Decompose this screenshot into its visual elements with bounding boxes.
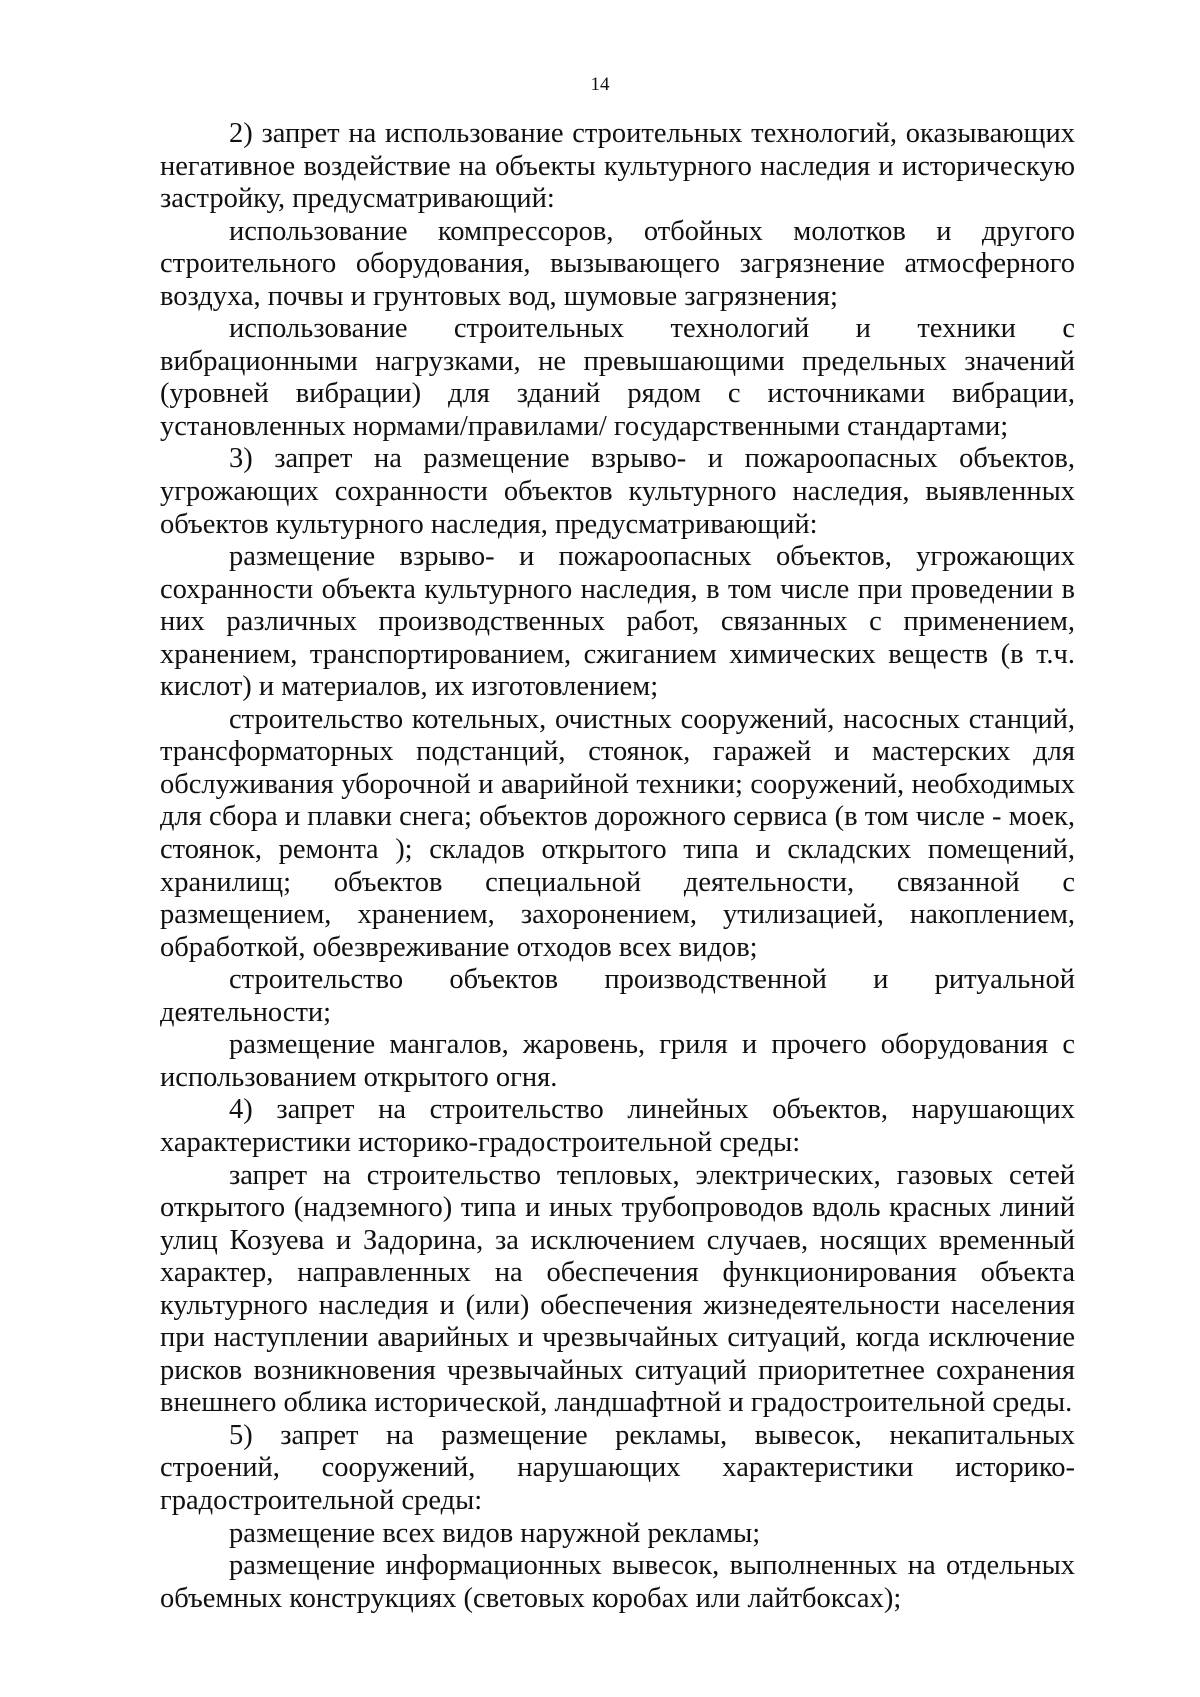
paragraph-compressors: использование компрессоров, отбойных молотков и другого строительного оборудования, вызывающего загрязнение атмосферного воздуха, почвы и грунтовых вод, шумовые загрязнения; (160, 215, 1075, 312)
paragraph-industrial-construction: строительство объектов производственной и ритуальной деятельности; (160, 964, 1075, 1028)
paragraph-item-5-heading: 5) запрет на размещение рекламы, вывесок, некапитальных строений, сооружений, нарушающих характеристики историко-градостроительной среды: (160, 1419, 1075, 1516)
page-number: 14 (590, 74, 610, 95)
paragraph-open-fire: размещение мангалов, жаровень, гриля и прочего оборудования с использованием открытого огня. (160, 1029, 1075, 1093)
paragraph-boiler-construction: строительство котельных, очистных сооружений, насосных станций, трансформаторных подстанций, стоянок, гаражей и мастерских для обслуживания уборочной и аварийной техники; сооружений, необходимых для сбора и плавки снега; объектов дорожного сервиса (в том числе - моек, стоянок, ремонта ); складов открытого типа и складских помещений, хранилищ; объектов специальной деятельности, связанной с размещением, хранением, захоронением, утилизацией, накоплением, обработкой, обезвреживание отходов всех видов; (160, 703, 1075, 963)
paragraph-networks-ban: запрет на строительство тепловых, электрических, газовых сетей открытого (надземного) типа и иных трубопроводов вдоль красных линий улиц Козуева и Задорина, за исключением случаев, носящих временный характер, направленных на обеспечения функционирования объекта культурного наследия и (или) обеспечения жизнедеятельности населения при наступлении аварийных и чрезвычайных ситуаций, когда исключение рисков возникновения чрезвычайных ситуаций приоритетнее сохранения внешнего облика исторической, ландшафтной и градостроительной среды. (160, 1159, 1075, 1419)
document-body (160, 118, 1075, 1615)
paragraph-signboards: размещение информационных вывесок, выполненных на отдельных объемных конструкциях (световых коробах или лайтбоксах); (160, 1550, 1075, 1614)
paragraph-explosive-objects: размещение взрыво- и пожароопасных объектов, угрожающих сохранности объекта культурного наследия, в том числе при проведении в них различных производственных работ, связанных с применением, хранением, транспортированием, сжиганием химических веществ (в т.ч. кислот) и материалов, их изготовлением; (160, 541, 1075, 703)
paragraph-outdoor-advertising: размещение всех видов наружной рекламы; (229, 1517, 761, 1549)
paragraph-item-4-heading: 4) запрет на строительство линейных объектов, нарушающих характеристики историко-градостроительной среды: (160, 1094, 1075, 1158)
paragraph-item-2-heading: 2) запрет на использование строительных технологий, оказывающих негативное воздействие на объекты культурного наследия и историческую застройку, предусматривающий: (160, 118, 1075, 215)
paragraph-vibration: использование строительных технологий и техники с вибрационными нагрузками, не превышающими предельных значений (уровней вибрации) для зданий рядом с источниками вибрации, установленных нормами/правилами/ государственными стандартами; (160, 313, 1075, 442)
paragraph-item-3-heading: 3) запрет на размещение взрыво- и пожароопасных объектов, угрожающих сохранности объектов культурного наследия, выявленных объектов культурного наследия, предусматривающий: (160, 443, 1075, 540)
